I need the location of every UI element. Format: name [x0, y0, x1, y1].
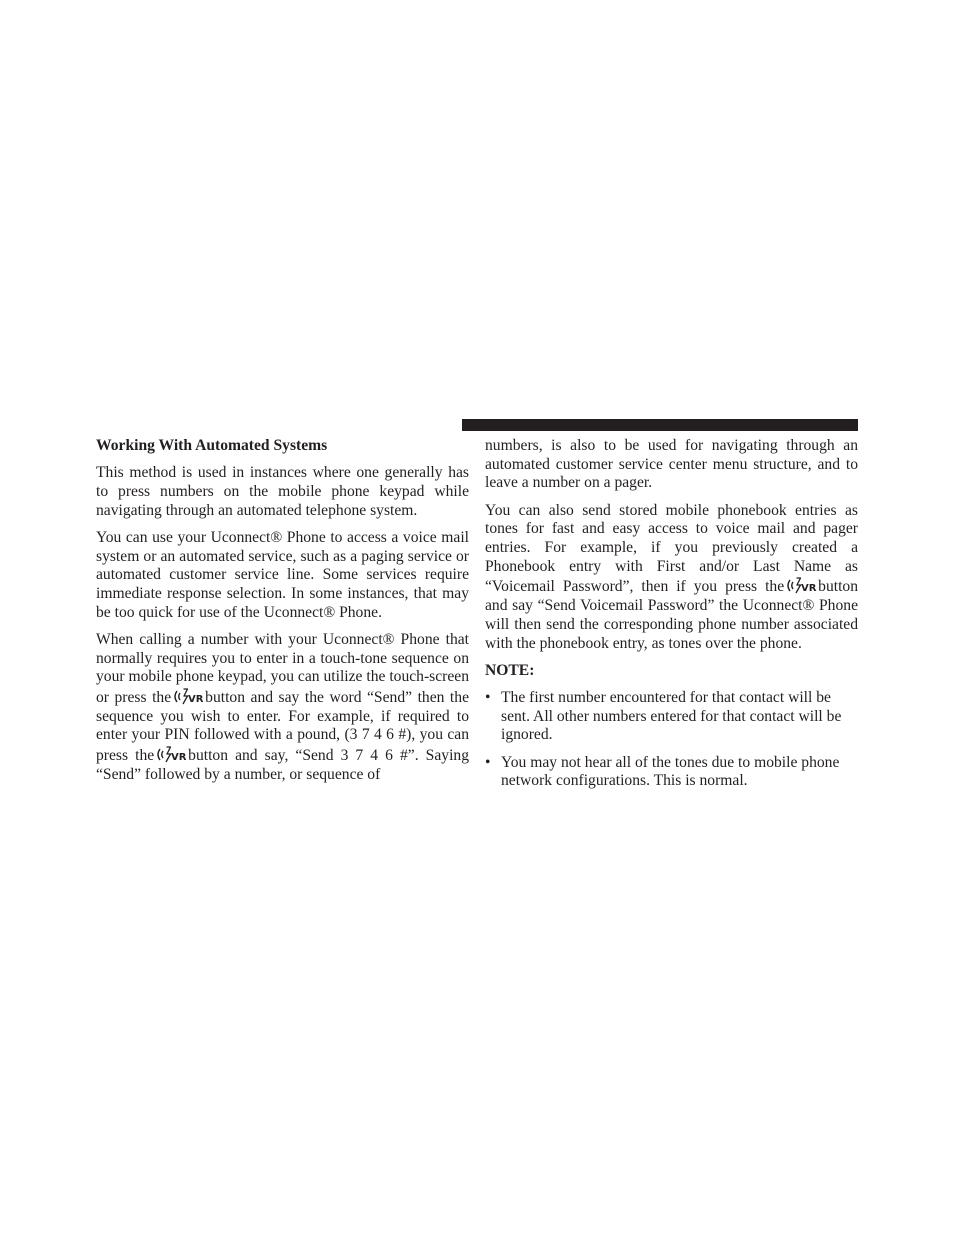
- voice-recognition-icon: [171, 687, 205, 706]
- right-column: [485, 437, 858, 799]
- note-bullet-list: [485, 689, 858, 791]
- list-item: [485, 689, 858, 745]
- note-label: NOTE:: [485, 661, 535, 679]
- svg-text:VR: VR: [171, 752, 187, 764]
- paragraph-text: button and say the word “Send” then the sequence you wish to enter. For example, if required to enter your PIN followed with a pound, (3 7 4 6 #), you can press the: [96, 688, 469, 765]
- voice-recognition-icon: [154, 745, 188, 764]
- paragraph-intro: This method is used in instances where one generally has to press numbers on the mobile phone keypad while navigating through an automated telephone system.: [96, 464, 469, 519]
- paragraph-phonebook-tones: [485, 502, 858, 654]
- list-item: [485, 754, 858, 791]
- svg-text:VR: VR: [801, 583, 817, 595]
- bullet-glyph: •: [485, 753, 491, 771]
- paragraph-uconnect-access: You can use your Uconnect® Phone to access a voice mail system or an automated service, such as a paging service or automated customer service line. Some services require immediate response selection. In some instances, that may be too quick for use of the Uconnect® Phone.: [96, 528, 469, 621]
- paragraph-text: button and say “Send Voicemail Password” the Uconnect® Phone will then send the corresponding phone number associated with the phonebook entry, as tones over the phone.: [485, 578, 858, 652]
- section-header-bar: [462, 419, 858, 431]
- voice-recognition-icon: [784, 576, 818, 595]
- paragraph-continued: numbers, is also to be used for navigating through an automated customer service center menu structure, and to leave a number on a pager.: [485, 437, 858, 492]
- svg-text:VR: VR: [188, 693, 204, 705]
- list-item-text: You may not hear all of the tones due to mobile phone network configurations. This is normal.: [501, 753, 840, 790]
- list-item-text: The first number encountered for that contact will be sent. All other numbers entered for that contact will be ignored.: [501, 688, 842, 744]
- section-heading: Working With Automated Systems: [96, 437, 328, 454]
- paragraph-text: You can also send stored mobile phonebook entries as tones for fast and easy access to voice mail and pager entries. For example, if you previously created a Phonebook entry with First and/or Last Name as “Voicemail Password”, then if you press the: [485, 501, 858, 596]
- bullet-glyph: •: [485, 688, 491, 706]
- left-column: [96, 437, 469, 793]
- paragraph-text: button and say, “Send 3 7 4 6 #”. Saying “Send” followed by a number, or sequence of: [96, 747, 470, 783]
- paragraph-text: When calling a number with your Uconnect® Phone that normally requires you to enter in a touch-tone sequence on your mobile phone keypad, you can utilize the touch-screen or press the: [96, 630, 469, 706]
- paragraph-send-sequence: [96, 631, 469, 785]
